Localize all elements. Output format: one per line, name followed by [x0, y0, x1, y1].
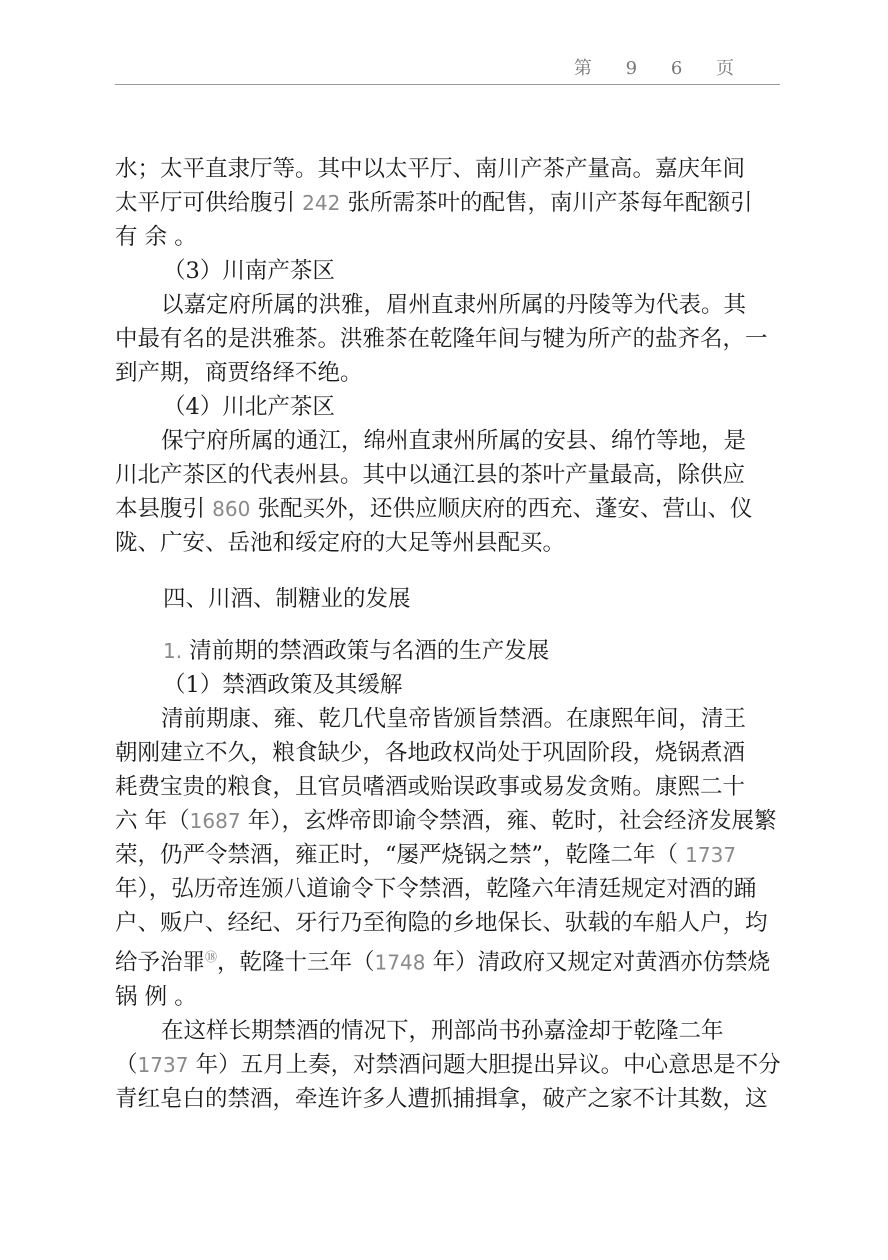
text-line: 川北产茶区的代表州县。其中以通江县的茶叶产量最高，除供应: [115, 462, 746, 488]
text-line: 水；太平直隶厅等。其中以太平厅、南川产茶产量高。嘉庆年间: [115, 156, 746, 182]
footnote-marker: ⑱: [205, 950, 218, 964]
subsection-heading: （1）禁酒政策及其缓解: [163, 672, 403, 698]
text-line: 锅 例 。: [115, 983, 197, 1010]
text-line: 中最有名的是洪雅茶。洪雅茶在乾隆年间与犍为所产的盐齐名，一: [115, 326, 768, 352]
text-line: 户、贩户、经纪、牙行乃至徇隐的乡地保长、驮载的车船人户，均: [115, 910, 768, 936]
text-line: 在这样长期禁酒的情况下，刑部尚书孙嘉淦却于乾隆二年: [161, 1017, 724, 1044]
text-line: 以嘉定府所属的洪雅，眉州直隶州所属的丹陵等为代表。其: [161, 292, 747, 318]
text-line: 耗费宝贵的粮食，且官员嗜酒或贻误政事或易发贪贿。康熙二十: [115, 774, 746, 800]
text-line: 荣，仍严令禁酒，雍正时，“屡严烧锅之禁”，乾隆二年（ 1737: [115, 842, 737, 868]
section-heading: 四、川酒、制糖业的发展: [163, 586, 411, 612]
text-line: （1737 年）五月上奏，对禁酒问题大胆提出异议。中心意思是不分: [115, 1051, 781, 1078]
text-line: 六 年（1687 年），玄烨帝即谕令禁酒，雍、乾时，社会经济发展繁: [115, 808, 777, 834]
text-line: 陇、广安、岳池和绥定府的大足等州县配买。: [115, 530, 566, 556]
page-header: [115, 52, 780, 85]
text-line: 清前期康、雍、乾几代皇帝皆颁旨禁酒。在康熙年间，清王: [161, 706, 747, 732]
subsection-heading: （3）川南产茶区: [163, 258, 335, 284]
text-line: 青红皂白的禁酒，牵连许多人遭抓捕揖拿，破产之家不计其数，这: [115, 1085, 768, 1112]
text-line: 年），弘历帝连颁八道谕令下令禁酒，乾隆六年清廷规定对酒的踊: [115, 876, 757, 902]
text-line: 本县腹引 860 张配买外，还供应顺庆府的西充、蓬安、营山、仪: [115, 496, 753, 522]
page-number: 第 9 6 页: [573, 58, 748, 79]
subsection-heading: （4）川北产茶区: [163, 394, 335, 420]
text-line: 到产期，商贾络绎不绝。: [115, 360, 363, 386]
text-line: 给予治罪⑱，乾隆十三年（1748 年）清政府又规定对黄酒亦仿禁烧: [115, 949, 771, 976]
text-line: 朝刚建立不久，粮食缺少，各地政权尚处于巩固阶段，烧锅煮酒: [115, 740, 746, 766]
text-line: 保宁府所属的通江，绵州直隶州所属的安县、绵竹等地，是: [161, 428, 747, 454]
text-line: 太平厅可供给腹引 242 张所需茶叶的配售，南川产茶每年配额引: [115, 190, 753, 216]
section-subheading: 1. 清前期的禁酒政策与名酒的生产发展: [163, 638, 550, 664]
text-line: 有 余 。: [115, 224, 197, 250]
document-body: [115, 152, 780, 1116]
